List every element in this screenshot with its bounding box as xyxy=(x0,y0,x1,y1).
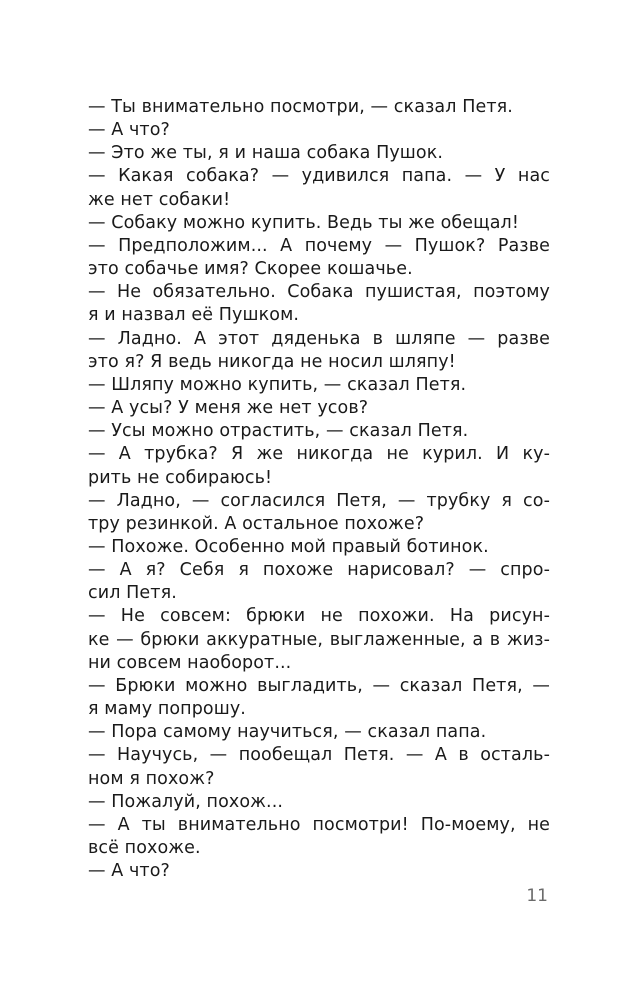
text-line: — Научусь, — пообещал Петя. — А в осталь- xyxy=(88,745,550,766)
dialogue-paragraph xyxy=(88,744,550,790)
dialogue-paragraph xyxy=(88,328,550,374)
text-line: ном я похож? xyxy=(88,768,215,789)
text-line: — Ты внимательно посмотри, — сказал Петя. xyxy=(88,97,513,117)
dialogue-paragraph xyxy=(88,235,550,281)
text-line: ке — брюки аккуратные, выглаженные, а в жиз- xyxy=(88,629,550,650)
text-line: — А что? xyxy=(88,120,170,141)
dialogue-paragraph xyxy=(88,397,550,420)
text-line: это я? Я ведь никогда не носил шляпу! xyxy=(88,351,456,372)
text-line: сил Петя. xyxy=(88,583,177,604)
text-line: рить не собираюсь! xyxy=(88,467,273,488)
text-line: — Шляпу можно купить, — сказал Петя. xyxy=(88,374,467,395)
dialogue-paragraph xyxy=(88,119,550,142)
dialogue-paragraph xyxy=(88,142,550,165)
dialogue-paragraph xyxy=(88,374,550,397)
text-line: — А я? Себя я похоже нарисовал? — спро- xyxy=(88,560,550,581)
text-line: — Похоже. Особенно мой правый ботинок. xyxy=(88,536,489,557)
dialogue-paragraph xyxy=(88,96,550,119)
text-line: я маму попрошу. xyxy=(88,699,246,720)
dialogue-paragraph xyxy=(88,420,550,443)
dialogue-paragraph xyxy=(88,675,550,721)
text-line: — Это же ты, я и наша собака Пушок. xyxy=(88,143,444,164)
text-line: — Предположим... А почему — Пушок? Разве xyxy=(88,235,550,256)
dialogue-paragraph xyxy=(88,721,550,744)
text-line: же нет собаки! xyxy=(88,189,231,210)
text-line: тру резинкой. А остальное похоже? xyxy=(88,513,425,534)
dialogue-paragraph xyxy=(88,212,550,235)
text-line: ни совсем наоборот... xyxy=(88,652,292,673)
text-line: — Не совсем: брюки не похожи. На рисун- xyxy=(88,606,550,627)
text-line: — А что? xyxy=(88,861,170,882)
dialogue-paragraph xyxy=(88,860,550,883)
dialogue-paragraph xyxy=(88,814,550,860)
page-number: 11 xyxy=(526,886,548,906)
dialogue-paragraph xyxy=(88,791,550,814)
text-line: — Собаку можно купить. Ведь ты же обещал! xyxy=(88,212,519,233)
text-line: — Какая собака? — удивился папа. — У нас xyxy=(88,166,550,187)
text-line: я и назвал её Пушком. xyxy=(88,305,300,326)
dialogue-paragraph xyxy=(88,559,550,605)
dialogue-paragraph xyxy=(88,443,550,489)
text-line: — Брюки можно выгладить, — сказал Петя, — xyxy=(88,675,550,696)
page-body-text xyxy=(88,96,550,883)
text-line: — Ладно. А этот дяденька в шляпе — разве xyxy=(88,328,550,349)
text-line: — Пожалуй, похож... xyxy=(88,791,284,812)
dialogue-paragraph xyxy=(88,536,550,559)
dialogue-paragraph xyxy=(88,605,550,674)
text-line: — Ладно, — согласился Петя, — трубку я со- xyxy=(88,490,550,511)
dialogue-paragraph xyxy=(88,281,550,327)
text-line: — А трубка? Я же никогда не курил. И ку- xyxy=(88,444,550,465)
text-line: — А ты внимательно посмотри! По-моему, не xyxy=(88,814,550,835)
text-line: — А усы? У меня же нет усов? xyxy=(88,398,369,419)
dialogue-paragraph xyxy=(88,165,550,211)
text-line: — Не обязательно. Собака пушистая, поэтому xyxy=(88,282,550,303)
text-line: — Усы можно отрастить, — сказал Петя. xyxy=(88,421,469,442)
text-line: — Пора самому научиться, — сказал папа. xyxy=(88,722,487,743)
text-line: всё похоже. xyxy=(88,838,201,858)
dialogue-paragraph xyxy=(88,490,550,536)
text-line: это собачье имя? Скорее кошачье. xyxy=(88,259,413,280)
